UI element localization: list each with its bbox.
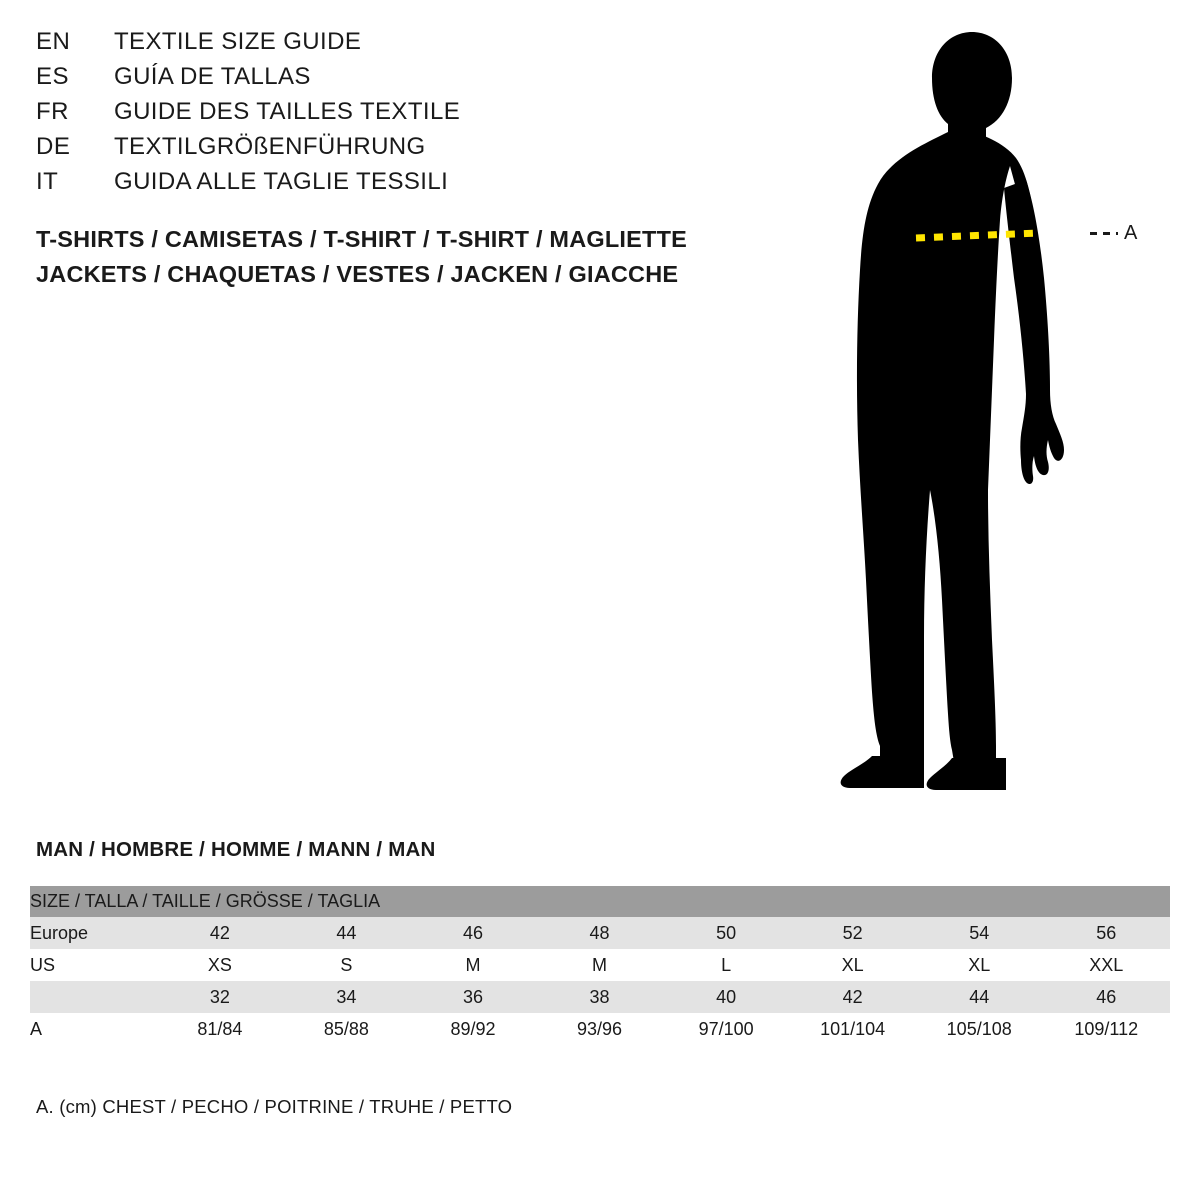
language-row-de	[36, 133, 756, 168]
cell-a-0: 81/84	[157, 1013, 284, 1045]
language-title-fr: GUIDE DES TAILLES TEXTILE	[114, 98, 461, 125]
row-label-numeric	[30, 981, 157, 1013]
size-table-wrapper	[30, 886, 1170, 1045]
table-row	[30, 917, 1170, 949]
cell-europe-2: 46	[410, 917, 537, 949]
language-title-it: GUIDA ALLE TAGLIE TESSILI	[114, 168, 449, 195]
footnote-chest: A. (cm) CHEST / PECHO / POITRINE / TRUHE / PETTO	[36, 1096, 513, 1117]
cell-europe-1: 44	[283, 917, 410, 949]
cell-numeric-5: 42	[789, 981, 916, 1013]
cell-a-7: 109/112	[1043, 1013, 1171, 1045]
measure-leader-dashes	[1090, 232, 1118, 235]
garment-category-block	[36, 222, 796, 292]
language-title-en: TEXTILE SIZE GUIDE	[114, 28, 362, 55]
cell-europe-0: 42	[157, 917, 284, 949]
table-row	[30, 981, 1170, 1013]
table-row	[30, 1013, 1170, 1045]
cell-us-2: M	[410, 949, 537, 981]
cell-us-4: L	[663, 949, 790, 981]
table-header-row	[30, 886, 1170, 917]
language-code-de: DE	[36, 133, 71, 160]
measure-label-a: A	[1124, 222, 1138, 244]
cell-europe-4: 50	[663, 917, 790, 949]
cell-numeric-2: 36	[410, 981, 537, 1013]
language-title-block	[36, 28, 756, 203]
language-row-fr	[36, 98, 756, 133]
section-title-man: MAN / HOMBRE / HOMME / MANN / MAN	[36, 838, 436, 861]
cell-europe-3: 48	[536, 917, 663, 949]
cell-numeric-1: 34	[283, 981, 410, 1013]
cell-numeric-4: 40	[663, 981, 790, 1013]
cell-us-5: XL	[789, 949, 916, 981]
cell-europe-7: 56	[1043, 917, 1171, 949]
cell-us-1: S	[283, 949, 410, 981]
table-row	[30, 949, 1170, 981]
cell-a-2: 89/92	[410, 1013, 537, 1045]
table-header-label: SIZE / TALLA / TAILLE / GRÖSSE / TAGLIA	[30, 886, 1170, 917]
cell-europe-5: 52	[789, 917, 916, 949]
cell-a-5: 101/104	[789, 1013, 916, 1045]
cell-a-3: 93/96	[536, 1013, 663, 1045]
cell-us-0: XS	[157, 949, 284, 981]
language-code-en: EN	[36, 28, 71, 55]
language-row-es	[36, 63, 756, 98]
row-label-us: US	[30, 949, 157, 981]
cell-europe-6: 54	[916, 917, 1043, 949]
language-row-it	[36, 168, 756, 203]
size-table	[30, 886, 1170, 1045]
cell-us-7: XXL	[1043, 949, 1171, 981]
language-title-de: TEXTILGRÖßENFÜHRUNG	[114, 133, 426, 160]
cell-a-6: 105/108	[916, 1013, 1043, 1045]
body-silhouette-figure	[820, 20, 1180, 800]
language-title-es: GUÍA DE TALLAS	[114, 63, 311, 90]
garment-line-tshirts: T-SHIRTS / CAMISETAS / T-SHIRT / T-SHIRT / MAGLIETTE	[36, 226, 687, 252]
language-code-fr: FR	[36, 98, 69, 125]
cell-a-1: 85/88	[283, 1013, 410, 1045]
row-label-europe: Europe	[30, 917, 157, 949]
cell-numeric-3: 38	[536, 981, 663, 1013]
language-code-it: IT	[36, 168, 59, 195]
garment-line-jackets: JACKETS / CHAQUETAS / VESTES / JACKEN / GIACCHE	[36, 261, 679, 287]
language-row-en	[36, 28, 756, 63]
language-code-es: ES	[36, 63, 70, 90]
cell-numeric-0: 32	[157, 981, 284, 1013]
silhouette-svg	[820, 20, 1180, 800]
cell-numeric-6: 44	[916, 981, 1043, 1013]
cell-us-6: XL	[916, 949, 1043, 981]
cell-us-3: M	[536, 949, 663, 981]
silhouette-shape	[841, 32, 1064, 790]
cell-numeric-7: 46	[1043, 981, 1171, 1013]
cell-a-4: 97/100	[663, 1013, 790, 1045]
row-label-a: A	[30, 1013, 157, 1045]
